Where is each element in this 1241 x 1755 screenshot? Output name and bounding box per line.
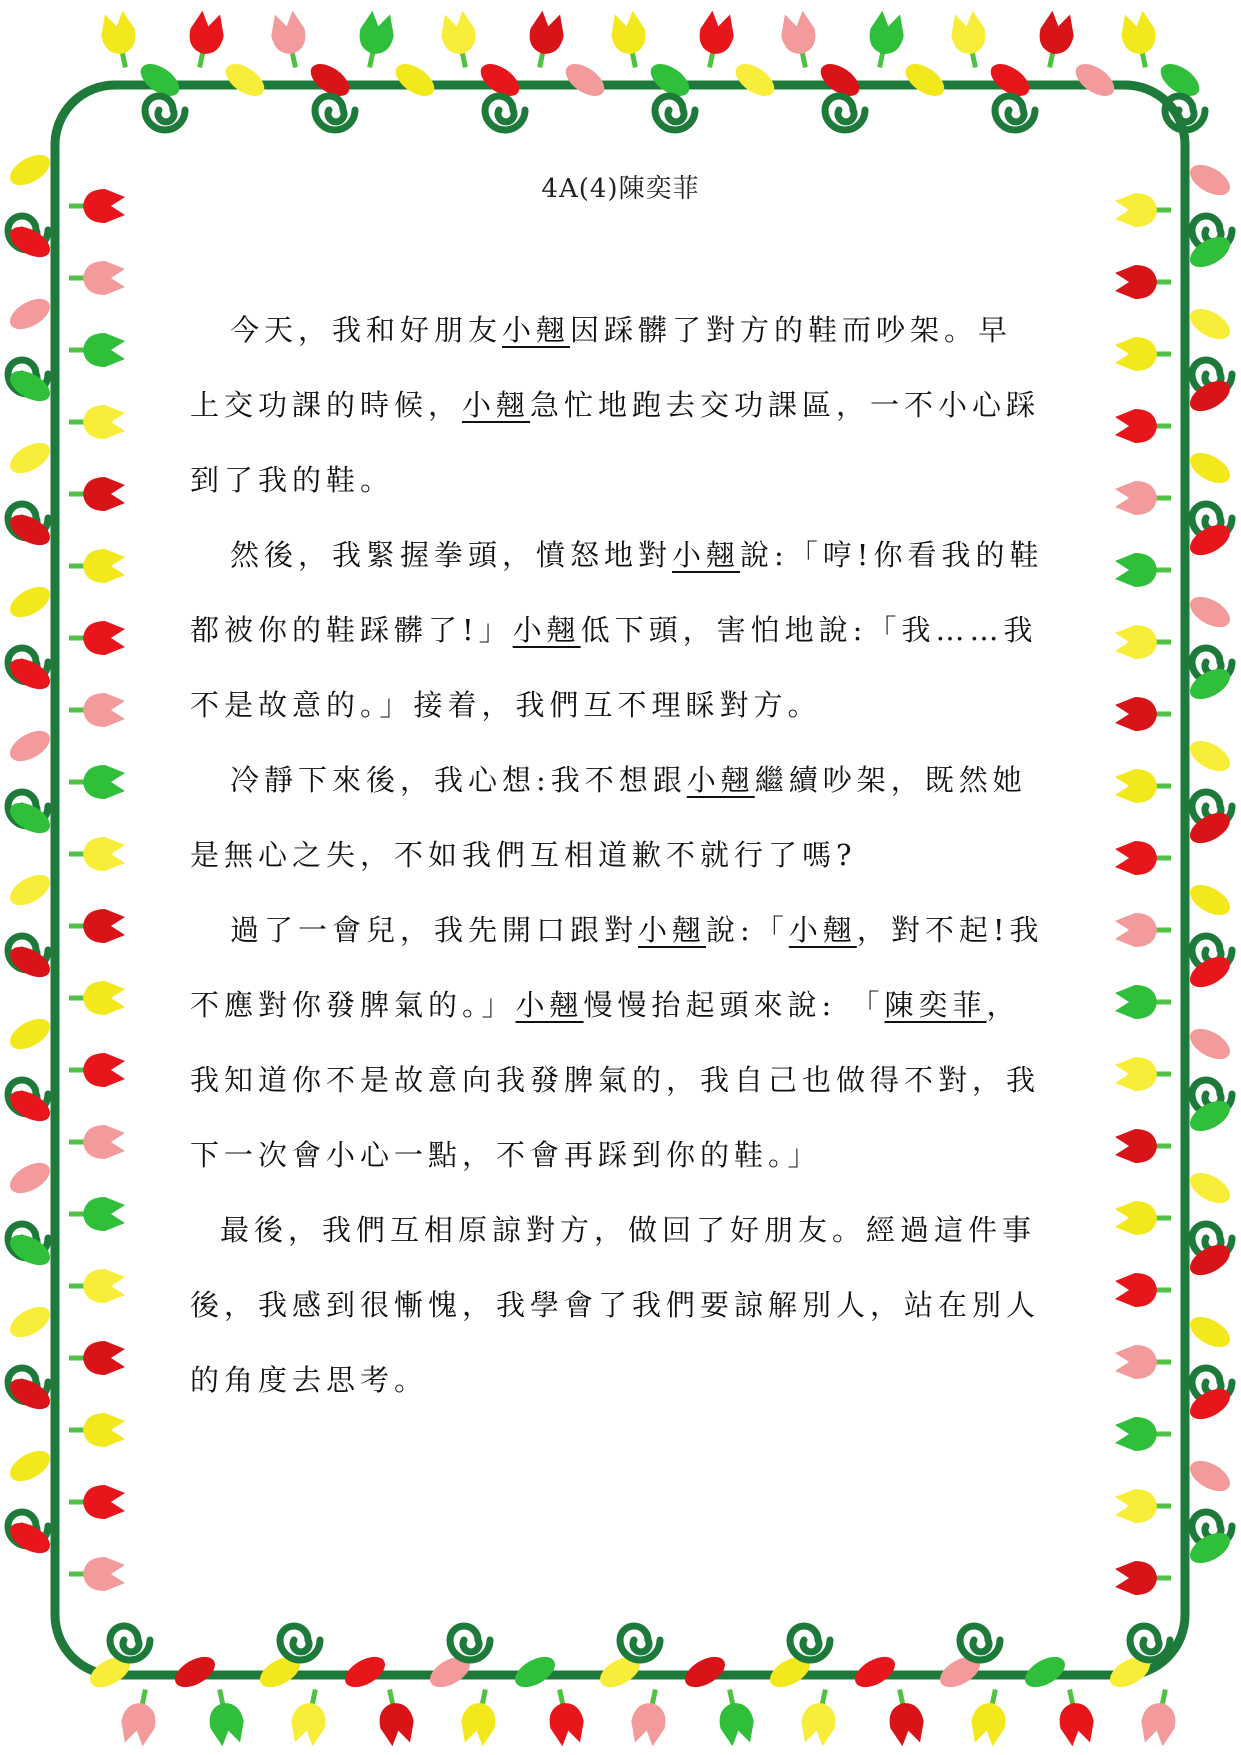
- tulip-flower: [69, 405, 125, 439]
- text-run: 急忙地跑去交功課區，一不小心踩: [530, 388, 1041, 422]
- page-title: 4A(4)陳奕菲: [541, 174, 700, 204]
- essay-line: [190, 985, 1021, 1025]
- leaf-petal: [1185, 447, 1235, 490]
- underlined-name: 小翹: [788, 913, 857, 947]
- tulip-flower: [373, 1686, 418, 1748]
- text-run: 不是故意的。」接着，我們互不理睬對方。: [190, 688, 822, 722]
- tulip-flower: [947, 9, 992, 71]
- tulip-flower: [69, 693, 125, 727]
- tulip-flower: [69, 1341, 125, 1375]
- essay-line: [190, 685, 822, 725]
- text-run: ，對不起!我: [856, 913, 1044, 947]
- tulip-flower: [1115, 1561, 1171, 1595]
- tulip-flower: [1115, 841, 1171, 875]
- tulip-flower: [97, 9, 142, 71]
- tulip-flower: [69, 1485, 125, 1519]
- tulip-flower: [523, 9, 568, 71]
- tulip-flower: [437, 9, 482, 71]
- underlined-name: 小翹: [672, 538, 741, 572]
- tulip-flower: [69, 909, 125, 943]
- tulip-flower: [69, 837, 125, 871]
- tulip-flower: [69, 477, 125, 511]
- vine-spiral: [485, 96, 525, 130]
- tulip-flower: [1053, 1686, 1098, 1748]
- leaf-petal: [900, 58, 950, 103]
- text-run: 繼續吵架，既然她: [754, 763, 1027, 797]
- leaf-petal: [1185, 735, 1235, 778]
- underlined-name: 小翹: [515, 988, 584, 1022]
- tulip-flower: [1115, 553, 1171, 587]
- leaf-petal: [560, 58, 610, 103]
- tulip-flower: [1115, 409, 1171, 443]
- leaf-petal: [1185, 591, 1235, 634]
- vine-spiral: [790, 1626, 830, 1660]
- leaf-petal: [5, 1445, 55, 1488]
- essay-line: [190, 1285, 1040, 1325]
- tulip-flower: [1115, 1273, 1171, 1307]
- tulip-flower: [797, 1686, 842, 1748]
- leaf-petal: [1185, 879, 1235, 922]
- tulip-flower: [1115, 337, 1171, 371]
- leaf-petal: [5, 1157, 55, 1200]
- essay-line: [190, 610, 1037, 650]
- text-run: 慢慢抬起頭來說: 「: [583, 988, 885, 1022]
- text-run: 是無心之失，不如我們互相道歉不就行了嗎?: [190, 838, 857, 872]
- tulip-flower: [203, 1686, 248, 1748]
- text-run: 說:「哼!你看我的鞋: [740, 538, 1044, 572]
- essay-line: [190, 310, 1012, 350]
- tulip-flower: [627, 1686, 672, 1748]
- underlined-name: 小翹: [462, 388, 531, 422]
- tulip-flower: [1115, 697, 1171, 731]
- tulip-flower: [117, 1686, 162, 1748]
- tulip-flower: [1115, 265, 1171, 299]
- tulip-flower: [69, 621, 125, 655]
- tulip-flower: [1115, 1345, 1171, 1379]
- text-run: 到了我的鞋。: [190, 463, 395, 497]
- tulip-flower: [287, 1686, 332, 1748]
- underlined-name: 小翹: [502, 313, 571, 347]
- text-run: 最後，我們互相原諒對方，做回了好朋友。經過這件事: [220, 1213, 1037, 1247]
- leaf-petal: [5, 725, 55, 768]
- tulip-flower: [183, 9, 228, 71]
- tulip-flower: [69, 549, 125, 583]
- text-run: ，: [986, 988, 1021, 1022]
- essay-line: [190, 1360, 428, 1400]
- vine-spiral: [280, 1626, 320, 1660]
- tulip-flower: [863, 9, 908, 71]
- leaf-petal: [5, 869, 55, 912]
- leaf-petal: [5, 437, 55, 480]
- vine-spiral: [825, 96, 865, 130]
- essay-line: [190, 1210, 1036, 1250]
- tulip-flower: [69, 765, 125, 799]
- vine-spiral: [995, 96, 1035, 130]
- leaf-petal: [5, 293, 55, 336]
- vine-spiral: [145, 96, 185, 130]
- text-run: 今天，我和好朋友: [230, 313, 503, 347]
- tulip-flower: [69, 1197, 125, 1231]
- vine-spiral: [620, 1626, 660, 1660]
- text-run: 的角度去思考。: [190, 1363, 429, 1397]
- essay-line: [190, 535, 1043, 575]
- text-run: 低下頭，害怕地說:「我……我: [580, 613, 1038, 647]
- tulip-flower: [69, 1053, 125, 1087]
- leaf-petal: [1185, 1455, 1235, 1498]
- tulip-flower: [1137, 1686, 1182, 1748]
- leaf-petal: [1185, 1311, 1235, 1354]
- tulip-flower: [607, 9, 652, 71]
- tulip-flower: [967, 1686, 1012, 1748]
- leaf-petal: [5, 1013, 55, 1056]
- tulip-flower: [1115, 769, 1171, 803]
- tulip-flower: [1115, 1057, 1171, 1091]
- tulip-flower: [1115, 1129, 1171, 1163]
- tulip-flower: [353, 9, 398, 71]
- leaf-petal: [390, 58, 440, 103]
- leaf-petal: [5, 581, 55, 624]
- tulip-flower: [69, 1413, 125, 1447]
- essay-line: [190, 1060, 1040, 1100]
- essay-line: [190, 835, 857, 875]
- leaf-petal: [1070, 58, 1120, 103]
- tulip-flower: [69, 333, 125, 367]
- tulip-flower: [1033, 9, 1078, 71]
- leaf-petal: [5, 1301, 55, 1344]
- vine-spiral: [960, 1626, 1000, 1660]
- essay-line: [190, 460, 394, 500]
- tulip-flower: [1115, 481, 1171, 515]
- tulip-flower: [267, 9, 312, 71]
- tulip-flower: [1115, 1417, 1171, 1451]
- tulip-flower: [777, 9, 822, 71]
- tulip-flower: [713, 1686, 758, 1748]
- tulip-flower: [457, 1686, 502, 1748]
- underlined-name: 小翹: [686, 763, 755, 797]
- leaf-petal: [730, 58, 780, 103]
- text-run: 然後，我緊握拳頭，憤怒地對: [230, 538, 673, 572]
- leaf-petal: [1185, 1167, 1235, 1210]
- vine-spiral: [110, 1626, 150, 1660]
- tulip-flower: [69, 1557, 125, 1591]
- tulip-flower: [69, 261, 125, 295]
- text-run: 過了一會兒，我先開口跟對: [230, 913, 639, 947]
- vine-spiral: [655, 96, 695, 130]
- tulip-flower: [69, 981, 125, 1015]
- underlined-name: 小翹: [638, 913, 707, 947]
- essay-line: [190, 1135, 822, 1175]
- tulip-flower: [1115, 1201, 1171, 1235]
- text-run: 後，我感到很慚愧，我學會了我們要諒解別人，站在別人: [190, 1288, 1041, 1322]
- essay-line: [190, 760, 1027, 800]
- text-run: 說:「: [706, 913, 789, 947]
- underlined-name: 陳奕菲: [884, 988, 987, 1022]
- vine-spiral: [1130, 1626, 1170, 1660]
- vine-spiral: [450, 1626, 490, 1660]
- tulip-flower: [1115, 1489, 1171, 1523]
- essay-line: [190, 910, 1043, 950]
- tulip-flower: [1115, 913, 1171, 947]
- text-run: 不應對你發脾氣的。」: [190, 988, 516, 1022]
- text-run: 我知道你不是故意向我發脾氣的，我自己也做得不對，我: [190, 1063, 1041, 1097]
- tulip-flower: [883, 1686, 928, 1748]
- tulip-flower: [543, 1686, 588, 1748]
- text-run: 都被你的鞋踩髒了!」: [190, 613, 513, 647]
- tulip-flower: [1117, 9, 1162, 71]
- vine-spiral: [315, 96, 355, 130]
- tulip-flower: [69, 1125, 125, 1159]
- underlined-name: 小翹: [512, 613, 581, 647]
- text-run: 下一次會小心一點，不會再踩到你的鞋。」: [190, 1138, 822, 1172]
- text-run: 上交功課的時候，: [190, 388, 463, 422]
- leaf-petal: [220, 58, 270, 103]
- tulip-flower: [1115, 625, 1171, 659]
- text-run: 因踩髒了對方的鞋而吵架。早: [570, 313, 1013, 347]
- tulip-flower: [69, 1269, 125, 1303]
- leaf-petal: [1185, 303, 1235, 346]
- tulip-flower: [1115, 985, 1171, 1019]
- text-run: 冷靜下來後，我心想:我不想跟: [230, 763, 687, 797]
- leaf-petal: [1185, 1023, 1235, 1066]
- essay-line: [190, 385, 1040, 425]
- tulip-flower: [693, 9, 738, 71]
